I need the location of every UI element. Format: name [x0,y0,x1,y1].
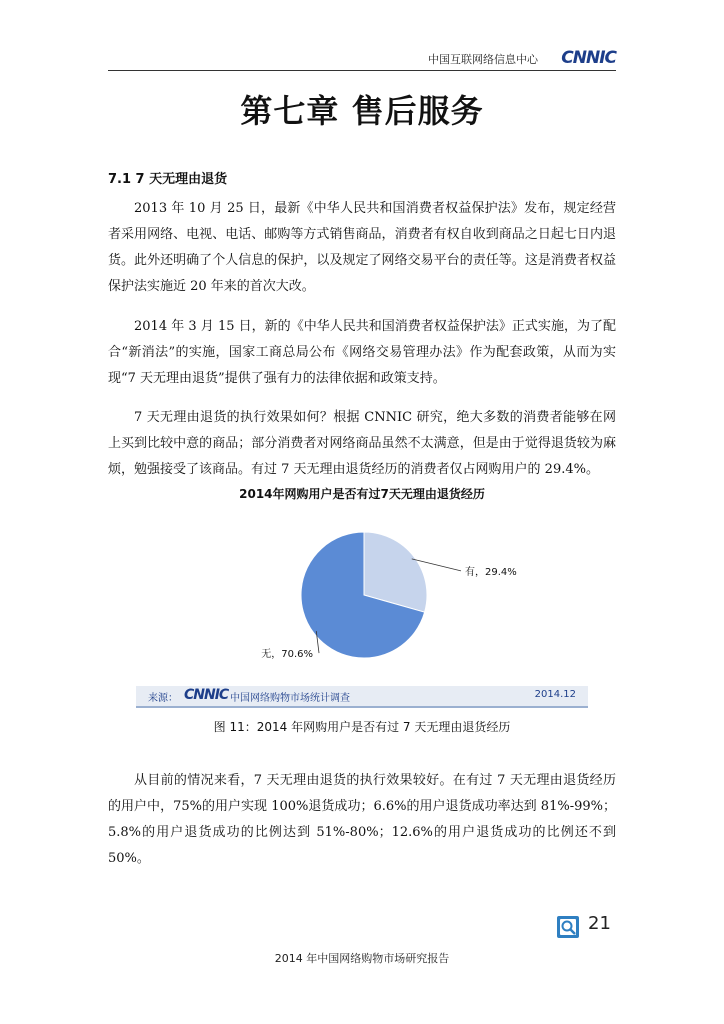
page-footer: 2014 年中国网络购物市场研究报告 [274,952,450,965]
figure-caption: 图 11：2014 年网购用户是否有过 7 天无理由退货经历 [213,720,511,734]
source-label: 来源： [148,693,178,704]
paragraph-2: 2014 年 3 月 15 日，新的《中华人民共和国消费者权益保护法》正式实施，为了配合“新消法”的实施，国家工商总局公布《网络交易管理办法》作为配套政策，从而为实现“7 天无理由退货”提供了强有力的法律依据和政策支持。 [108,319,616,386]
header-org-name: 中国互联网络信息中心 [428,53,538,66]
source-cnnic-logo: CNNIC [184,687,229,703]
page-header [108,48,616,70]
paragraph-3: 7 天无理由退货的执行效果如何？根据 CNNIC 研究，绝大多数的消费者能够在网上买到比较中意的商品；部分消费者对网络商品虽然不太满意，但是由于觉得退货较为麻烦，勉强接受了该商品。有过 7 天无理由退货经历的消费者仅占网购用户的 29.4%。 [108,410,616,477]
paragraph-4: 从目前的情况来看，7 天无理由退货的执行效果较好。在有过 7 天无理由退货经历的用户中，75%的用户实现 100%退货成功；6.6%的用户退货成功率达到 81%-99%；5.8%的用户退货成功的比例达到 51%-80%；12.6%的用户退货成功的比例还不到 50%。 [108,773,616,866]
cnnic-logo: CNNIC [561,48,616,68]
pie-chart-canvas [136,479,588,686]
chart-title: 2014年网购用户是否有过7天无理由退货经历 [239,487,485,501]
chart-source-bar [136,686,588,708]
source-name: 中国网络购物市场统计调查 [230,693,350,704]
source-date: 2014.12 [534,689,576,700]
chapter-title: 第七章 售后服务 [240,92,484,130]
pie-data-label-no: 无，70.6% [261,649,313,661]
section-title: 7.1 7 天无理由退货 [108,172,228,187]
pie-chart-figure [136,479,588,707]
report-icon [556,915,580,939]
header-divider [108,70,616,71]
paragraph-1: 2013 年 10 月 25 日，最新《中华人民共和国消费者权益保护法》发布，规定经营者采用网络、电视、电话、邮购等方式销售商品，消费者有权自收到商品之日起七日内退货。此外还明确了个人信息的保护，以及规定了网络交易平台的责任等。这是消费者权益保护法实施近 20 年来的首次大改。 [108,201,616,294]
pie-data-label-yes: 有，29.4% [465,566,517,578]
page-number: 21 [588,913,611,934]
